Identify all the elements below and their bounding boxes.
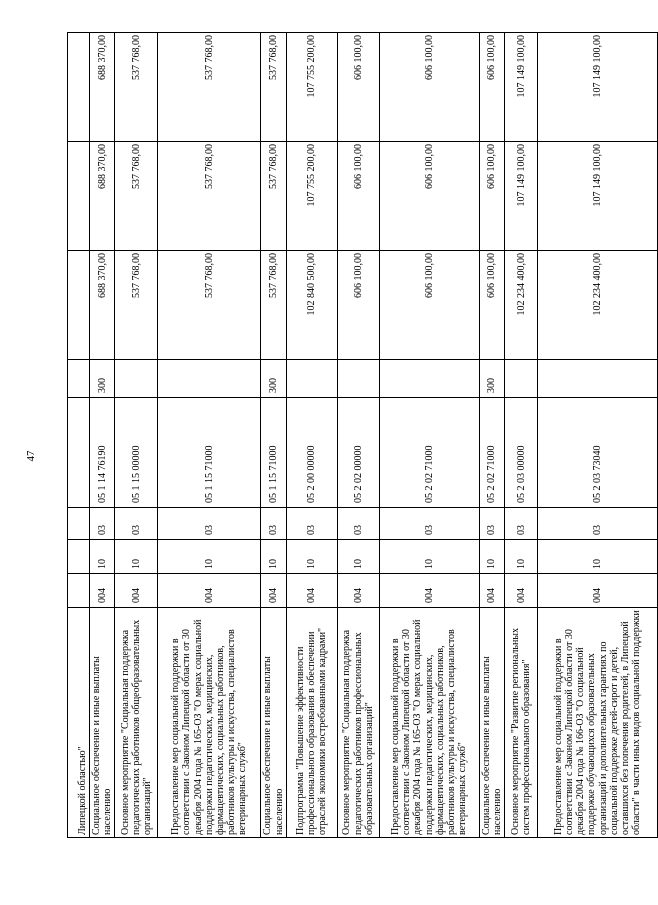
- row-sum-3: 107 755 200,00: [286, 33, 337, 142]
- row-ministry: 004: [479, 574, 504, 608]
- row-sum-2: 606 100,00: [337, 142, 379, 251]
- row-target: 05 1 15 71000: [158, 398, 261, 508]
- row-sum-2: 107 149 100,00: [505, 142, 538, 251]
- row-sum-2: 606 100,00: [379, 142, 479, 251]
- row-expense-type: [115, 360, 158, 398]
- budget-table: [67, 32, 658, 838]
- row-section: 10: [261, 540, 286, 574]
- row-section: [68, 540, 90, 574]
- row-expense-type: [379, 360, 479, 398]
- row-name: Социальное обеспечение и иные выплаты населению: [261, 608, 286, 838]
- row-target: 05 2 03 73040: [538, 398, 658, 508]
- row-sum-3: 606 100,00: [337, 33, 379, 142]
- row-target: 05 1 15 71000: [261, 398, 286, 508]
- row-expense-type: 300: [90, 360, 115, 398]
- row-name: Подпрограмма "Повышение эффективности профессионального образования в обеспечении отраслей экономики востребованными кадрами": [286, 608, 337, 838]
- row-target: 05 2 02 00000: [337, 398, 379, 508]
- row-ministry: [68, 574, 90, 608]
- row-section: 10: [337, 540, 379, 574]
- row-sum-1: 102 234 400,00: [505, 251, 538, 360]
- row-ministry: 004: [158, 574, 261, 608]
- table-row: [115, 33, 158, 838]
- row-ministry: 004: [286, 574, 337, 608]
- table-row: [379, 33, 479, 838]
- budget-table-rotated: [67, 33, 641, 838]
- table-row: [479, 33, 504, 838]
- row-expense-type: [538, 360, 658, 398]
- row-section: 10: [538, 540, 658, 574]
- row-expense-type: [337, 360, 379, 398]
- table-row: [505, 33, 538, 838]
- row-sum-3: 537 768,00: [158, 33, 261, 142]
- row-target: 05 1 15 00000: [115, 398, 158, 508]
- row-sum-2: 107 755 200,00: [286, 142, 337, 251]
- row-ministry: 004: [337, 574, 379, 608]
- row-sum-1: 537 768,00: [115, 251, 158, 360]
- row-expense-type: 300: [479, 360, 504, 398]
- row-subsection: 03: [505, 508, 538, 540]
- table-row: [261, 33, 286, 838]
- row-subsection: 03: [337, 508, 379, 540]
- row-expense-type: [286, 360, 337, 398]
- table-row: [90, 33, 115, 838]
- row-ministry: 004: [505, 574, 538, 608]
- row-sum-3: 688 370,00: [90, 33, 115, 142]
- row-subsection: 03: [261, 508, 286, 540]
- row-ministry: 004: [379, 574, 479, 608]
- row-expense-type: [505, 360, 538, 398]
- row-ministry: 004: [115, 574, 158, 608]
- row-sum-1: 688 370,00: [90, 251, 115, 360]
- row-section: 10: [286, 540, 337, 574]
- row-expense-type: 300: [261, 360, 286, 398]
- row-subsection: 03: [286, 508, 337, 540]
- row-sum-2: 606 100,00: [479, 142, 504, 251]
- row-name: Липецкой областью": [68, 608, 90, 838]
- row-section: 10: [115, 540, 158, 574]
- row-subsection: 03: [115, 508, 158, 540]
- row-sum-2: 537 768,00: [261, 142, 286, 251]
- row-name: Социальное обеспечение и иные выплаты населению: [479, 608, 504, 838]
- row-section: 10: [158, 540, 261, 574]
- row-subsection: 03: [158, 508, 261, 540]
- row-subsection: 03: [379, 508, 479, 540]
- row-sum-1: 102 234 400,00: [538, 251, 658, 360]
- table-row: [337, 33, 379, 838]
- row-sum-3: 107 149 100,00: [505, 33, 538, 142]
- row-sum-1: 606 100,00: [337, 251, 379, 360]
- row-subsection: 03: [479, 508, 504, 540]
- row-target: 05 2 02 71000: [479, 398, 504, 508]
- page-number: 47: [25, 450, 37, 462]
- row-sum-3: 606 100,00: [479, 33, 504, 142]
- row-sum-1: 537 768,00: [158, 251, 261, 360]
- row-subsection: 03: [538, 508, 658, 540]
- row-sum-3: 107 149 100,00: [538, 33, 658, 142]
- row-ministry: 004: [538, 574, 658, 608]
- row-sum-2: 688 370,00: [90, 142, 115, 251]
- row-section: 10: [505, 540, 538, 574]
- row-subsection: [68, 508, 90, 540]
- row-target: [68, 398, 90, 508]
- row-sum-2: 107 149 100,00: [538, 142, 658, 251]
- row-name: Основное мероприятие "Социальная поддержка педагогических работников общеобразовательных организаций": [115, 608, 158, 838]
- row-name: Предоставление мер социальной поддержки в соответствии с Законом Липецкой области от 30 декабря 2004 года № 165-ОЗ "О мерах социальной поддержки педагогических, медицинских, фармацевтических, социальных работников, работников культуры и искусства, специалистов ветеринарных служб": [379, 608, 479, 838]
- row-sum-1: [68, 251, 90, 360]
- row-sum-3: 537 768,00: [115, 33, 158, 142]
- row-expense-type: [68, 360, 90, 398]
- row-sum-2: 537 768,00: [115, 142, 158, 251]
- row-subsection: 03: [90, 508, 115, 540]
- row-name: Основное мероприятие "Развитие региональных систем профессионального образования": [505, 608, 538, 838]
- row-target: 05 1 14 76190: [90, 398, 115, 508]
- row-ministry: 004: [90, 574, 115, 608]
- row-sum-3: 537 768,00: [261, 33, 286, 142]
- row-sum-3: 606 100,00: [379, 33, 479, 142]
- row-ministry: 004: [261, 574, 286, 608]
- table-row: [286, 33, 337, 838]
- row-target: 05 2 03 00000: [505, 398, 538, 508]
- row-target: 05 2 00 00000: [286, 398, 337, 508]
- row-sum-1: 102 840 500,00: [286, 251, 337, 360]
- row-name: Предоставление мер социальной поддержки в соответствии с Законом Липецкой области от 30 декабря 2004 года № 165-ОЗ "О мерах социальной поддержки педагогических, медицинских, фармацевтических, социальных работников, работников культуры и искусства, специалистов ветеринарных служб": [158, 608, 261, 838]
- row-expense-type: [158, 360, 261, 398]
- table-row: [538, 33, 658, 838]
- row-sum-2: 537 768,00: [158, 142, 261, 251]
- row-section: 10: [90, 540, 115, 574]
- table-row: [68, 33, 90, 838]
- table-row: [158, 33, 261, 838]
- row-sum-1: 537 768,00: [261, 251, 286, 360]
- row-sum-1: 606 100,00: [479, 251, 504, 360]
- row-sum-3: [68, 33, 90, 142]
- row-name: Основное мероприятие "Социальная поддержка педагогических работников профессиональных образовательных организаций": [337, 608, 379, 838]
- row-name: Предоставление мер социальной поддержки в соответствии с Законом Липецкой области от 30 декабря 2004 года № 166-ОЗ "О социальной поддержке обучающихся образовательных организаций и дополнительных гарантиях по социальной поддержке детей-сирот и детей, оставшихся без попечения родителей, в Липецкой области" в части иных видов социальной поддержки: [538, 608, 658, 838]
- row-sum-1: 606 100,00: [379, 251, 479, 360]
- row-name: Социальное обеспечение и иные выплаты населению: [90, 608, 115, 838]
- row-target: 05 2 02 71000: [379, 398, 479, 508]
- row-sum-2: [68, 142, 90, 251]
- row-section: 10: [379, 540, 479, 574]
- row-section: 10: [479, 540, 504, 574]
